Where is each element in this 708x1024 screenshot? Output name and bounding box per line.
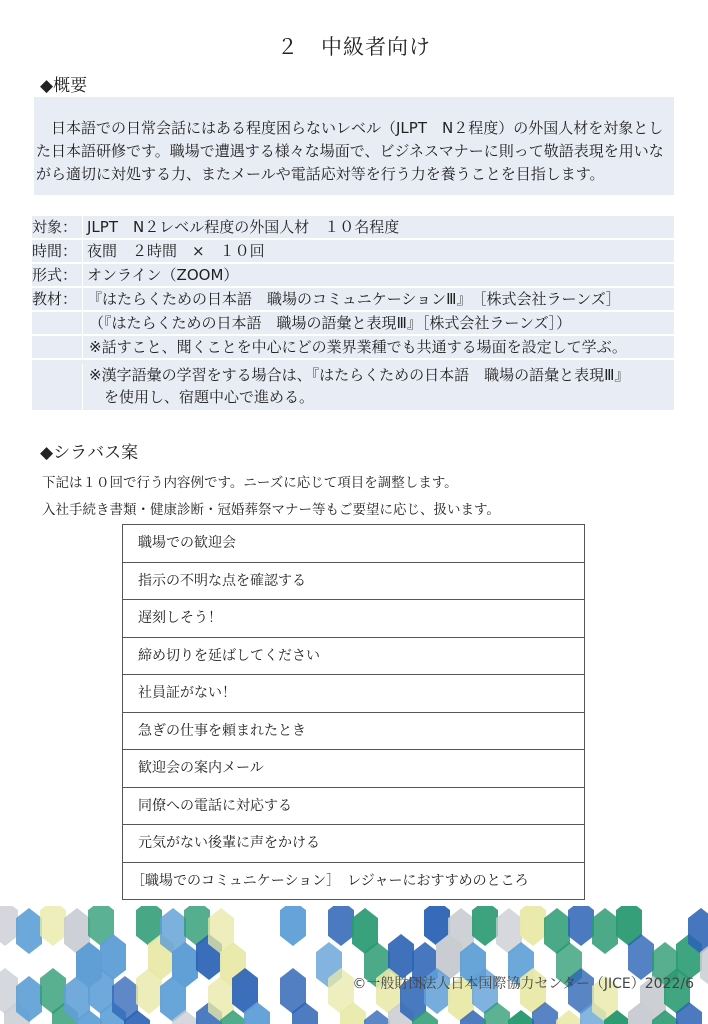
- syllabus-item: ［職場でのコミュニケーション］ レジャーにおすすめのところ: [131, 872, 529, 889]
- syllabus-table: [122, 524, 585, 900]
- format-label: 形式：: [32, 266, 78, 284]
- syllabus-note2: 入社手続き書類・健康診断・冠婚葬祭マナー等もご要望に応じ、扱います。: [42, 502, 500, 518]
- decorative-hexagon-band: [0, 906, 708, 1024]
- copyright-text: ©一般財団法人日本国際協力センター（JICE）2022/6: [352, 976, 694, 992]
- syllabus-heading: ◆シラバス案: [40, 443, 139, 463]
- hexagon-shape: [472, 906, 498, 946]
- syllabus-item: 職場での歓迎会: [123, 525, 584, 563]
- time-value: 夜間 ２時間 × １０回: [82, 240, 674, 262]
- material-label: 教材：: [32, 290, 78, 308]
- time-row: [32, 240, 674, 262]
- format-value: オンライン（ZOOM）: [82, 264, 674, 286]
- hexagon-shape: [592, 908, 618, 954]
- time-label: 時間：: [32, 242, 78, 260]
- syllabus-item: 社員証がない！: [123, 675, 584, 713]
- hexagon-shape: [40, 906, 66, 946]
- format-row: [32, 264, 674, 286]
- hexagon-shape: [520, 906, 546, 946]
- material-row: [32, 288, 674, 310]
- hexagon-shape: [508, 1010, 534, 1024]
- hexagon-shape: [568, 906, 594, 946]
- overview-box: [34, 97, 674, 195]
- target-row: [32, 216, 674, 238]
- hexagon-shape: [364, 1010, 390, 1024]
- material-value: 『はたらくための日本語 職場のコミュニケーションⅢ』 ［株式会社ラーンズ］: [82, 288, 674, 310]
- overview-heading: ◆概要: [40, 76, 88, 96]
- hexagon-shape: [0, 906, 18, 946]
- hexagon-shape: [328, 906, 354, 946]
- material-sub-row: [32, 312, 674, 334]
- hexagon-shape: [16, 908, 42, 954]
- hexagon-pattern: [0, 906, 708, 1024]
- note1-row: [32, 336, 674, 358]
- material-note2-line2: を使用し、宿題中心で進める。: [89, 388, 315, 406]
- syllabus-item: 元気がない後輩に声をかける: [123, 825, 584, 863]
- syllabus-item: 遅刻しそう！: [123, 600, 584, 638]
- syllabus-note1: 下記は１０回で行う内容例です。ニーズに応じて項目を調整します。: [42, 475, 458, 491]
- hexagon-shape: [280, 906, 306, 946]
- material-sub: （『はたらくための日本語 職場の語彙と表現Ⅲ』［株式会社ラーンズ］）: [82, 312, 674, 334]
- target-value: JLPT N２レベル程度の外国人材 １０名程度: [82, 216, 674, 238]
- course-info: [32, 216, 674, 412]
- target-label: 対象：: [32, 218, 78, 236]
- syllabus-item: 指示の不明な点を確認する: [123, 563, 584, 601]
- syllabus-item: 同僚への電話に対応する: [123, 788, 584, 826]
- syllabus-item: 急ぎの仕事を頼まれたとき: [123, 713, 584, 751]
- hexagon-shape: [556, 1010, 582, 1024]
- note2-row: [32, 360, 674, 410]
- page-title: ２ 中級者向け: [277, 35, 431, 59]
- material-note1: ※話すこと、聞くことを中心にどの業界業種でも共通する場面を設定して学ぶ。: [82, 336, 674, 358]
- syllabus-item: 歓迎会の案内メール: [123, 750, 584, 788]
- material-note2-line1: ※漢字語彙の学習をする場合は、『はたらくための日本語 職場の語彙と表現Ⅲ』: [89, 366, 630, 384]
- overview-text: 日本語での日常会話にはある程度困らないレベル（JLPT N２程度）の外国人材を対象とした日本語研修です。職場で遭遇する様々な場面で、ビジネスマナーに則って敬語表現を用いながら適切に対処する力、またメールや電話応対等を行う力を養うことを目指します。: [36, 119, 664, 183]
- syllabus-item: 締め切りを延ばしてください: [123, 638, 584, 676]
